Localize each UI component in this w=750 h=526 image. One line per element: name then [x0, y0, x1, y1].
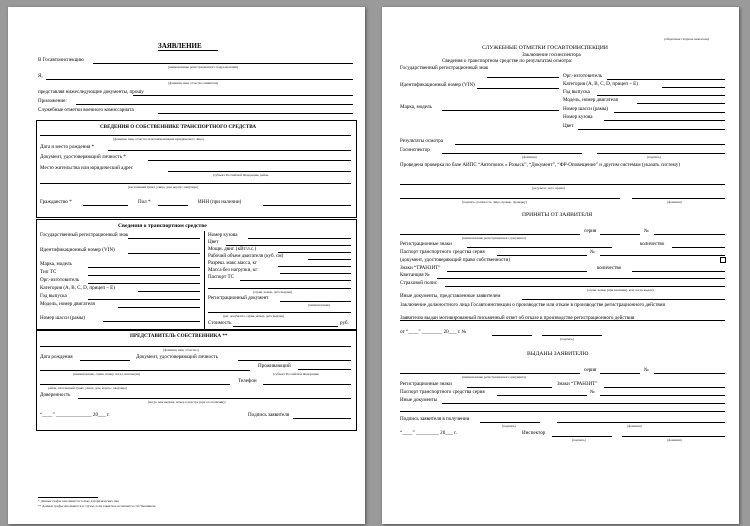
- rep-address-field[interactable]: [298, 369, 351, 370]
- representative-section-title: ПРЕДСТАВИТЕЛЬ СОБСТВЕННИКА **: [130, 333, 228, 339]
- rep-id-field[interactable]: [238, 360, 351, 361]
- year-field[interactable]: [88, 299, 200, 300]
- volume-field[interactable]: [308, 259, 351, 260]
- passport-field[interactable]: [240, 280, 351, 281]
- max-mass-field[interactable]: [278, 266, 351, 267]
- maker-field[interactable]: [88, 283, 200, 284]
- applicant-signature-field[interactable]: [293, 418, 351, 419]
- service-title: СЛУЖЕБНЫЕ ОТМЕТКИ ГОСАВТОИНСПЕКЦИИ: [482, 45, 608, 51]
- check-result-field[interactable]: [400, 184, 725, 185]
- category-field[interactable]: [138, 291, 200, 292]
- citizenship-field[interactable]: [83, 205, 128, 206]
- inspection-result-field[interactable]: [455, 144, 725, 145]
- sex-field[interactable]: [158, 205, 188, 206]
- insp-model-field[interactable]: [442, 110, 559, 111]
- vin-field[interactable]: [128, 253, 200, 254]
- owner-name-field[interactable]: [40, 135, 351, 136]
- rep-name-field[interactable]: [40, 346, 351, 347]
- issued-inspector-field[interactable]: [552, 436, 612, 437]
- chassis-field[interactable]: [103, 321, 200, 322]
- page-title: ЗАЯВЛЕНИЕ: [158, 42, 202, 50]
- insp-vin-field[interactable]: [477, 88, 559, 89]
- footnote-1: * Данные графы заполняются только для физических лиц: [38, 499, 119, 503]
- applicant-field[interactable]: [46, 79, 353, 80]
- rep-dob-field[interactable]: [80, 360, 130, 361]
- inn-field[interactable]: [263, 205, 351, 206]
- application-page-back: (оборотная сторона заявления) СЛУЖЕБНЫЕ ОТМЕТКИ ГОСАВТОИНСПЕКЦИИ Заключение госинспектора Сведения о транспортном средстве по результатам осмотра: Государственный регистрационный знак Идентификационный номер (VIN) Марка, модель Орг.-изготовитель Категория (A, B, C, D, прицеп – E) Год выпуска Модель, номер двигателя Номер шасси (рамы) Номер кузова Цвет Результаты осмотра Госинспектор (фамилия) (подпись) Проведена проверка по базе АИПС “Автопоиск » Розыск”, “Документ”, “ФР-Оповещение” и другим системам (указать систему) (результат, дата, время) (подпись, должность, лицо, провер. проверку) (фамилия) ПРИНЯТЫ ОТ ЗАЯВИТЕЛЯ серия № (наименование регистрационного документа) Регистрационные знаки количество Паспорт транспортного средства серия № (документ, удостоверяющий право собственности) Знаки “ТРАНЗИТ” количество Квитанция № Страховой полис (серия, номер (при наличии), кем, когда выдан) Иные документы, представленные заявителем Заключение должностного лица Госавтоинспекции о производстве или отказе в производстве регистрационного действия Заявителю выдан мотивированный письменный ответ об отказе в производстве регистрационного действия от “____” ________ 20___ г. № (подпись) ВЫДАНЫ ЗАЯВИТЕЛЮ серия № (наименование регистрационного документа) Регистрационные знаки Знаки “ТРАНЗИТ” Паспорт транспортного средства серия № Иные документы Подпись заявителя в получении (подпись) (фамилия) “____” _________ 20___ г. Инспектор (подпись) (фамилия): [382, 7, 739, 524]
- owner-dob-field[interactable]: [108, 150, 351, 151]
- mass-field[interactable]: [280, 273, 351, 274]
- owner-address-field[interactable]: [168, 171, 351, 172]
- reg-doc-field[interactable]: [280, 301, 351, 302]
- insp-plate-field[interactable]: [487, 77, 559, 78]
- power-field[interactable]: [278, 252, 351, 253]
- owner-id-field[interactable]: [148, 160, 351, 161]
- to-field[interactable]: [93, 63, 353, 64]
- issued-doc-field[interactable]: [400, 373, 580, 374]
- owner-section-title: СВЕДЕНИЯ О СОБСТВЕННИКЕ ТРАНСПОРТНОГО СРЕДСТВА: [100, 124, 257, 130]
- sign-date: “____” ______________ 20___ г.: [40, 412, 110, 418]
- plate-field[interactable]: [128, 238, 200, 239]
- engine-field[interactable]: [118, 307, 200, 308]
- to-label: В Госавтоинспекцию: [38, 57, 84, 63]
- accepted-doc-field[interactable]: [400, 234, 580, 235]
- ownership-checkbox[interactable]: [720, 257, 726, 263]
- body-field[interactable]: [248, 238, 351, 239]
- issued-title: ВЫДАНЫ ЗАЯВИТЕЛЮ: [527, 351, 589, 357]
- inspector-name-field[interactable]: [442, 153, 582, 154]
- rep-phone-field[interactable]: [263, 384, 351, 385]
- rep-proxy-field[interactable]: [78, 398, 351, 399]
- vehicle-section-title: Сведения о транспортном средстве: [118, 223, 207, 229]
- cost-field[interactable]: [233, 326, 338, 327]
- footnote-2: ** Данные графы заполняются в случае, если заявитель не является собственником: [38, 504, 156, 508]
- request-field[interactable]: [133, 95, 353, 96]
- application-page-front: ЗАЯВЛЕНИЕ В Госавтоинспекцию (наименование регистрационного подразделения) Я, (фамилия, имя, отчество заявителя) представляя нижеследующие документы, прошу Приложение: Служебные отметки военного комиссариата СВЕДЕНИЯ О СОБСТВЕННИКЕ ТРАНСПОРТНОГО СРЕДСТВА (фамилия, имя, отчество или наименование юридического лица) Дата и место рождения * Документ, удостоверяющий личность * Место жительства или юридический адрес (субъект Российской Федерации, район, (населенный пункт, улица, дом, корпус, квартира) Гражданство * Пол * ИНН (при наличии) Сведения о транспортном средстве Государственный регистрационный знак Идентификационный номер (VIN) Марка, модель Тип ТС Орг.-изготовитель Категория (A, B, C, D, прицеп – E) Год выпуска Модель, номер двигателя Номер шасси (рамы) Номер кузова Цвет Мощн. двиг. (кВт/л.с.) Рабочий объем двигателя (куб. см) Разреш. макс.масса, кг Масса без нагрузки, кг Паспорт ТС (серия, номер, дата выдачи) Регистрационный документ (наименование) (рег. документа, серия, номер, дата выдачи) Стоимость руб. ПРЕДСТАВИТЕЛЬ СОБСТВЕННИКА ** (фамилия, имя, отчество) Дата рождения Документ, удостоверяющий личность Проживающий (наименование, серия, номер, когда, кем выдан) (субъект Российской Федерации, Телефон район, населенный пункт, улица, дом, корпус, квартира) Доверенность (когда, кем выдана, номер в реестре (при его наличии)) “____” ______________ 20___ г. Подпись заявителя * Данные графы заполняются только для физических лиц ** Данные графы заполняются в случае, если заявитель не является собственником: [8, 7, 365, 524]
- accepted-title: ПРИНЯТЫ ОТ ЗАЯВИТЕЛЯ: [522, 212, 593, 218]
- type-field[interactable]: [88, 275, 200, 276]
- corner-note: (оборотная сторона заявления): [664, 37, 709, 41]
- model-field[interactable]: [88, 267, 200, 268]
- attachment-field[interactable]: [76, 104, 353, 105]
